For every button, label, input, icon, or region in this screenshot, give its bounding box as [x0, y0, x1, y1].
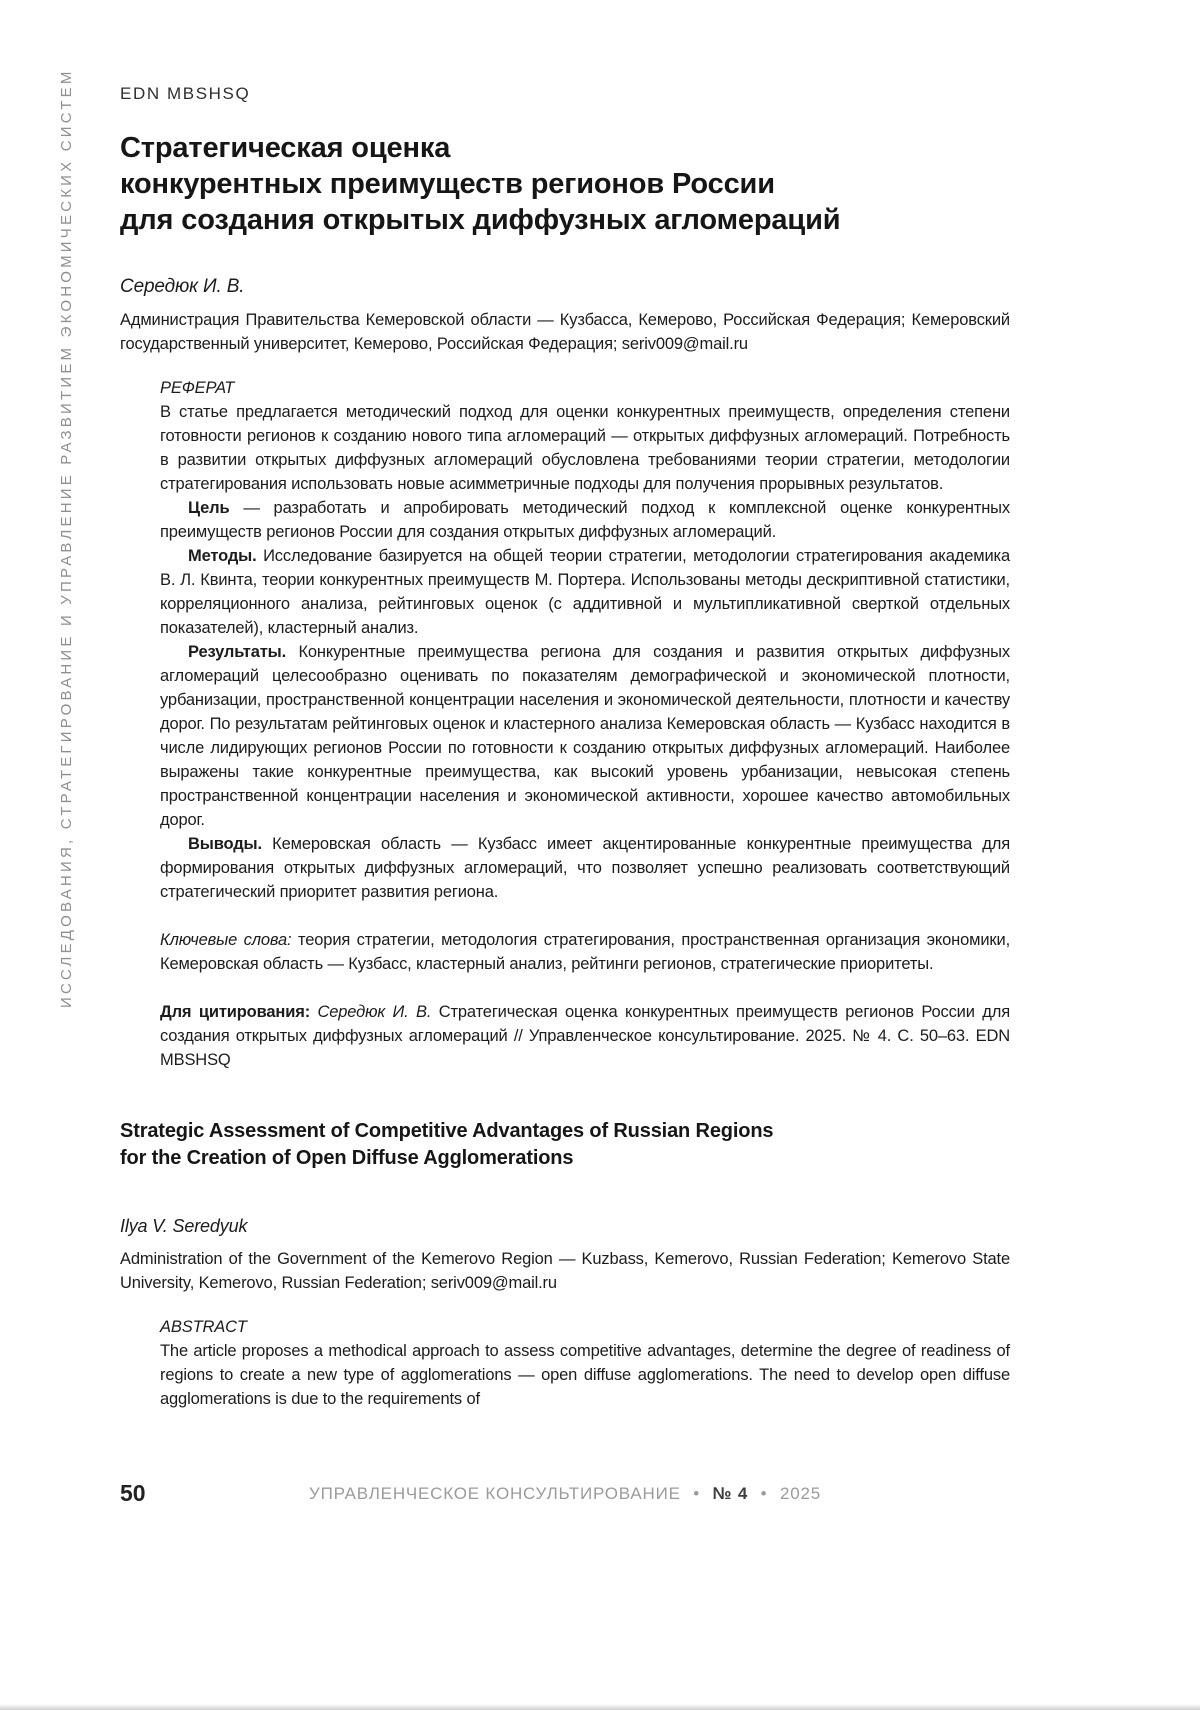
- page-number: 50: [120, 1480, 146, 1506]
- edn-code: EDN MBSHSQ: [120, 84, 251, 103]
- title-line: for the Creation of Open Diffuse Agglomerations: [120, 1147, 574, 1169]
- title-line: для создания открытых диффузных агломераций: [120, 204, 841, 236]
- paragraph-text: — разработать и апробировать методический подход к комплексной оценке конкурентных преимуществ регионов России для создания открытых диффузных агломераций.: [160, 499, 1010, 541]
- title-line: Strategic Assessment of Competitive Advantages of Russian Regions: [120, 1120, 774, 1142]
- abstract-paragraph: [160, 832, 1010, 904]
- keywords-block: [160, 928, 1010, 976]
- page-footer: [120, 1480, 1010, 1512]
- citation-author: Середюк И. В.: [317, 1003, 439, 1021]
- journal-name: УПРАВЛЕНЧЕСКОЕ КОНСУЛЬТИРОВАНИЕ: [309, 1484, 681, 1503]
- affiliation-ru: [120, 308, 1010, 356]
- affiliation-text-ru: Администрация Правительства Кемеровской области — Кузбасса, Кемерово, Российская Федерация; Кемеровский государственный университет, Кемерово, Российская Федерация;: [120, 311, 1010, 353]
- section-vertical-label: ИССЛЕДОВАНИЯ, СТРАТЕГИРОВАНИЕ И УПРАВЛЕНИЕ РАЗВИТИЕМ ЭКОНОМИЧЕСКИХ СИСТЕМ: [58, 68, 75, 1008]
- abstract-ru: [160, 376, 1010, 904]
- paragraph-lead: Выводы.: [188, 835, 262, 853]
- affiliation-en: [120, 1247, 1010, 1295]
- paragraph-text: Конкурентные преимущества региона для создания и развития открытых диффузных агломераций целесообразно оценивать по показателям демографической и экономической плотности, урбанизации, пространственной концентрации населения и экономической деятельности, плотности и качеству дорог. По результатам рейтинговых оценок и кластерного анализа Кемеровская область — Кузбасс находится в числе лидирующих регионов России по готовности к созданию открытых диффузных агломераций. Наиболее выражены такие конкурентные преимущества, как высокий уровень урбанизации, невысокая степень пространственной концентрации населения и экономической активности, хорошее качество автомобильных дорог.: [160, 643, 1010, 829]
- title-line: конкурентных преимуществ регионов России: [120, 168, 775, 200]
- page-edge-shadow: [0, 1704, 1200, 1710]
- keywords-text: теория стратегии, методология стратегирования, пространственная организация экономики, Кемеровская область — Кузбасс, кластерный анализ, рейтинги регионов, стратегические приоритеты.: [160, 931, 1010, 973]
- article-title-ru: [120, 130, 1010, 238]
- keywords-label: Ключевые слова:: [160, 931, 299, 949]
- email-link[interactable]: seriv009@mail.ru: [430, 1274, 557, 1292]
- email-link[interactable]: seriv009@mail.ru: [621, 335, 748, 353]
- citation-text: Стратегическая оценка конкурентных преимуществ регионов России для создания открытых диффузных агломераций // Управленческое консультирование. 2025. № 4. С. 50–63. EDN MBSHSQ: [160, 1003, 1010, 1069]
- abstract-paragraph-en: The article proposes a methodical approach to assess competitive advantages, determine the degree of readiness of regions to create a new type of agglomerations — open diffuse agglomerations. The need to develop open diffuse agglomerations is due to the requirements of: [160, 1342, 1010, 1408]
- affiliation-text-en: Administration of the Government of the Kemerovo Region — Kuzbass, Kemerovo, Russian Federation; Kemerovo State University, Kemerovo, Russian Federation;: [120, 1250, 1010, 1292]
- paragraph-lead: Цель: [188, 499, 230, 517]
- citation-block: [160, 1000, 1010, 1072]
- paragraph-lead: Методы.: [188, 547, 257, 565]
- year: 2025: [779, 1484, 821, 1503]
- footer-separator: •: [693, 1484, 701, 1503]
- abstract-heading-en: ABSTRACT: [160, 1318, 247, 1336]
- abstract-paragraph: [160, 544, 1010, 640]
- paragraph-text: Кемеровская область — Кузбасс имеет акцентированные конкурентные преимущества для формирования открытых диффузных агломераций, что позволяет успешно реализовать соответствующий стратегический приоритет развития региона.: [160, 835, 1010, 901]
- abstract-paragraph: [160, 640, 1010, 832]
- issue-number: № 4: [712, 1484, 749, 1503]
- footer-separator: •: [760, 1484, 768, 1503]
- abstract-en: [160, 1315, 1010, 1411]
- journal-footer-line: [120, 1484, 1010, 1504]
- title-line: Стратегическая оценка: [120, 132, 451, 164]
- abstract-paragraph: [160, 400, 1010, 496]
- author-name-ru: Середюк И. В.: [120, 276, 245, 297]
- abstract-paragraph: [160, 496, 1010, 544]
- abstract-heading-ru: РЕФЕРАТ: [160, 379, 235, 397]
- author-name-en: Ilya V. Seredyuk: [120, 1216, 248, 1236]
- article-content: [120, 0, 1010, 1411]
- paragraph-lead: Результаты.: [188, 643, 287, 661]
- citation-label: Для цитирования:: [160, 1003, 318, 1021]
- article-title-en: [120, 1118, 1010, 1172]
- paragraph-text: Исследование базируется на общей теории стратегии, методологии стратегирования академика В. Л. Квинта, теории конкурентных преимуществ М. Портера. Использованы методы дескриптивной статистики, корреляционного анализа, рейтинговых оценок (с аддитивной и мультипликативной сверткой отдельных показателей), кластерный анализ.: [160, 547, 1010, 637]
- paragraph-text: В статье предлагается методический подход для оценки конкурентных преимуществ, определения степени готовности регионов к созданию нового типа агломераций — открытых диффузных агломераций. Потребность в развитии открытых диффузных агломераций обусловлена требованиями теории стратегии, методологии стратегирования использовать новые асимметричные подходы для получения прорывных результатов.: [160, 403, 1010, 493]
